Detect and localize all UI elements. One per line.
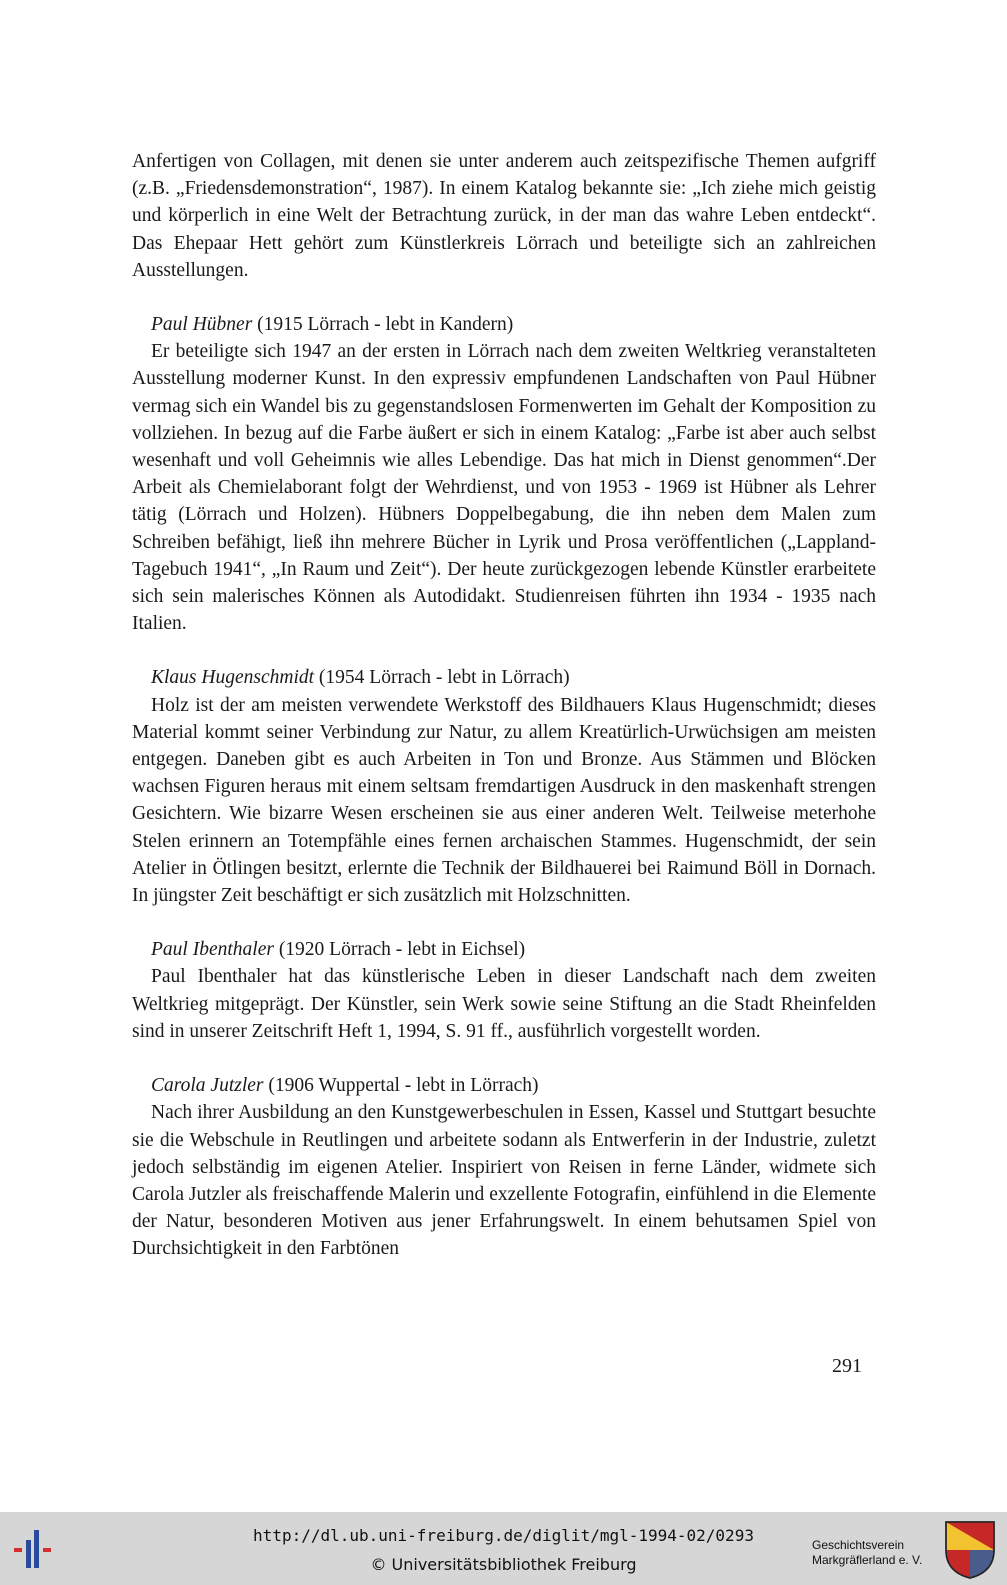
artist-paragraph: Nach ihrer Ausbildung an den Kunstgewerbeschulen in Essen, Kassel und Stuttgart besuchte sie die Webschule in Reutlingen und arbeitete sodann als Entwerferin in der Industrie, zuletzt jedoch selbständig im eigenen Atelier. Inspiriert von Reisen in ferne Länder, widmete sich Carola Jutzler als freischaffende Malerin und exzellente Fotografin, einfühlend in die Elemente der Natur, besonderen Motiven aus jener Erfahrungswelt. In einem behutsamen Spiel von Durchsichtigkeit in den Farbtönen	[132, 1102, 876, 1260]
artist-heading	[132, 1072, 876, 1099]
artist-name: Klaus Hugenschmidt	[151, 667, 315, 689]
artist-name: Carola Jutzler	[151, 1075, 264, 1097]
artist-paragraph: Holz ist der am meisten verwendete Werkstoff des Bildhauers Klaus Hugenschmidt; dieses Material kommt seiner Verbindung zur Natur, zu allem Kreatürlich-Urwüchsigen am meisten entgegen. Daneben gibt es auch Arbeiten in Ton und Bronze. Aus Stämmen und Blöcken wachsen Figuren heraus mit einem seltsam fremdartigen Ausdruck in den maskenhaft strengen Gesichtern. Wie bizarre Wesen erscheinen sie aus einer anderen Welt. Teilweise meterhohe Stelen erinnern an Totempfähle eines fernen archaischen Stammes. Hugenschmidt, der sein Atelier in Ötlingen besitzt, erlernte die Technik der Bildhauerei bei Raimund Böll in Dornach. In jüngster Zeit beschäftigt er sich zusätzlich mit Holzschnitten.	[132, 694, 876, 907]
society-line-2: Markgräflerland e. V.	[812, 1553, 923, 1567]
artist-heading	[132, 311, 876, 338]
article-body	[132, 148, 876, 1263]
artist-dates: (1906 Wuppertal - lebt in Lörrach)	[263, 1075, 539, 1097]
artist-dates: (1920 Lörrach - lebt in Eichsel)	[273, 939, 526, 961]
page-number: 291	[832, 1355, 862, 1377]
document-url[interactable]: http://dl.ub.uni-freiburg.de/diglit/mgl-1994-02/0293	[253, 1526, 754, 1545]
artist-paragraph: Er beteiligte sich 1947 an der ersten in Lörrach nach dem zweiten Weltkrieg veranstalteten Ausstellung moderner Kunst. In den expressiv empfundenen Landschaften von Paul Hübner vermag sich ein Wandel bis zu gegenstandslosen Formenwerten im Gehalt der Komposition zu vollziehen. In bezug auf die Farbe äußert er sich in einem Katalog: „Farbe ist aber auch selbst wesenhaft und voll Geheimnis wie alles Lebendige. Das hat mich in Dienst genommen“.Der Arbeit als Chemielaborant folgt der Wehrdienst, und von 1953 - 1969 ist Hübner als Lehrer tätig (Lörrach und Holzen). Hübners Doppelbegabung, die ihn neben dem Malen zum Schreiben befähigt, ließ ihn mehrere Bücher in Lyrik und Prosa veröffentlichen („Lappland-Tagebuch 1941“, „In Raum und Zeit“). Der heute zurückgezogen lebende Künstler erarbeitete sich sein malerisches Können als Autodidakt. Studienreisen führten ihn 1934 - 1935 nach Italien.	[132, 341, 876, 635]
artist-dates: (1954 Lörrach - lebt in Lörrach)	[314, 667, 570, 689]
artist-dates: (1915 Lörrach - lebt in Kandern)	[252, 314, 514, 336]
copyright-text: © Universitätsbibliothek Freiburg	[370, 1555, 637, 1574]
society-name	[812, 1538, 932, 1568]
artist-paragraph: Paul Ibenthaler hat das künstlerische Leben in dieser Landschaft nach dem zweiten Weltkrieg mitgeprägt. Der Künstler, sein Werk sowie seine Stiftung an die Stadt Rheinfelden sind in unserer Zeitschrift Heft 1, 1994, S. 91 ff., ausführlich vorgestellt worden.	[132, 966, 876, 1042]
intro-paragraph: Anfertigen von Collagen, mit denen sie unter anderem auch zeitspezifische Themen aufgriff (z.B. „Friedensdemonstration“, 1987). In einem Katalog bekannte sie: „Ich ziehe mich geistig und körperlich in eine Welt der Betrachtung zurück, in der man das wahre Leben entdeckt“. Das Ehepaar Hett gehört zum Künstlerkreis Lörrach und beteiligte sich an zahlreichen Ausstellungen.	[132, 151, 876, 281]
society-line-1: Geschichtsverein	[812, 1538, 905, 1552]
artist-section-huebner	[132, 311, 876, 637]
artist-heading	[132, 664, 876, 691]
footer-bar	[0, 1512, 1007, 1585]
artist-section-hugenschmidt	[132, 664, 876, 909]
artist-section-jutzler	[132, 1072, 876, 1262]
artist-name: Paul Hübner	[151, 314, 253, 336]
artist-heading	[132, 936, 876, 963]
coat-of-arms-icon	[944, 1520, 996, 1580]
artist-section-ibenthaler	[132, 936, 876, 1045]
artist-name: Paul Ibenthaler	[151, 939, 274, 961]
